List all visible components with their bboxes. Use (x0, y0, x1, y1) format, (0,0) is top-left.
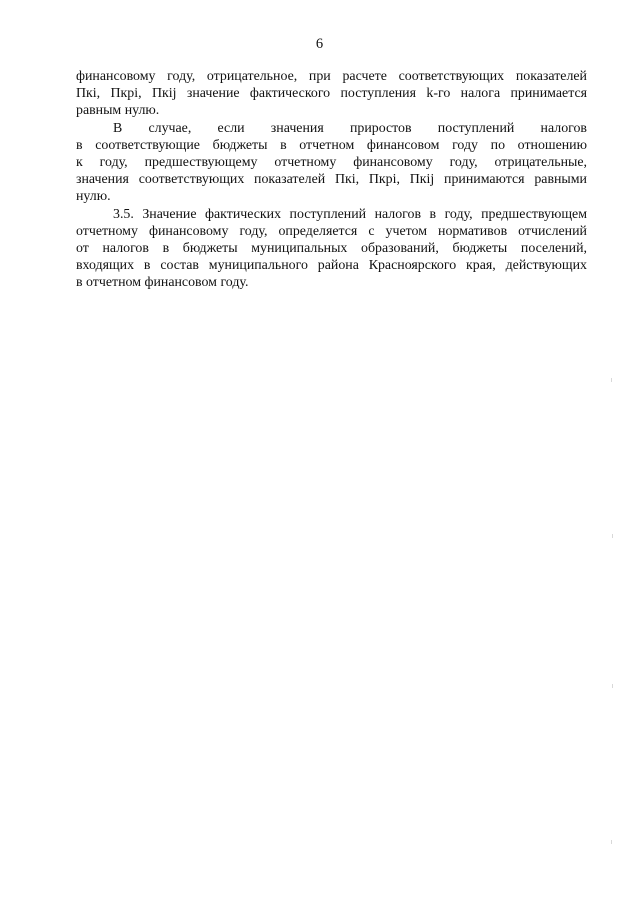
text-line: в отчетном финансовом году. (76, 275, 249, 291)
text-line: финансовому году, отрицательное, при расчете соответствующих показателей (76, 69, 587, 84)
text-line: нулю. (76, 189, 111, 205)
scan-artifact (612, 534, 613, 538)
text-line: В случае, если значения приростов поступлений налогов (113, 120, 587, 136)
paragraph-continuation (76, 68, 587, 120)
paragraph-negative-growth (76, 120, 587, 206)
paragraph-3-5 (76, 206, 587, 292)
text-line: входящих в состав муниципального района Красноярского края, действующих (76, 258, 587, 274)
text-line: отчетному финансовому году, определяется с учетом нормативов отчислений (76, 223, 587, 239)
page-number: 6 (315, 36, 324, 52)
text-line: 3.5. Значение фактических поступлений налогов в году, предшествующем (113, 206, 587, 222)
document-body (76, 68, 587, 292)
text-line: к году, предшествующему отчетному финансовому году, отрицательные, (76, 155, 587, 171)
text-line: Пкі, Пкрі, Пкіј значение фактического поступления k-го налога принимается (76, 86, 587, 102)
scan-artifact (611, 840, 612, 844)
scan-artifact (612, 684, 613, 688)
text-line: в соответствующие бюджеты в отчетном финансовом году по отношению (76, 137, 587, 153)
text-line: значения соответствующих показателей Пкі, Пкрі, Пкіј принимаются равными (76, 172, 587, 188)
text-line: от налогов в бюджеты муниципальных образований, бюджеты поселений, (76, 241, 587, 257)
text-line: равным нулю. (76, 103, 160, 119)
scan-artifact (611, 378, 612, 382)
